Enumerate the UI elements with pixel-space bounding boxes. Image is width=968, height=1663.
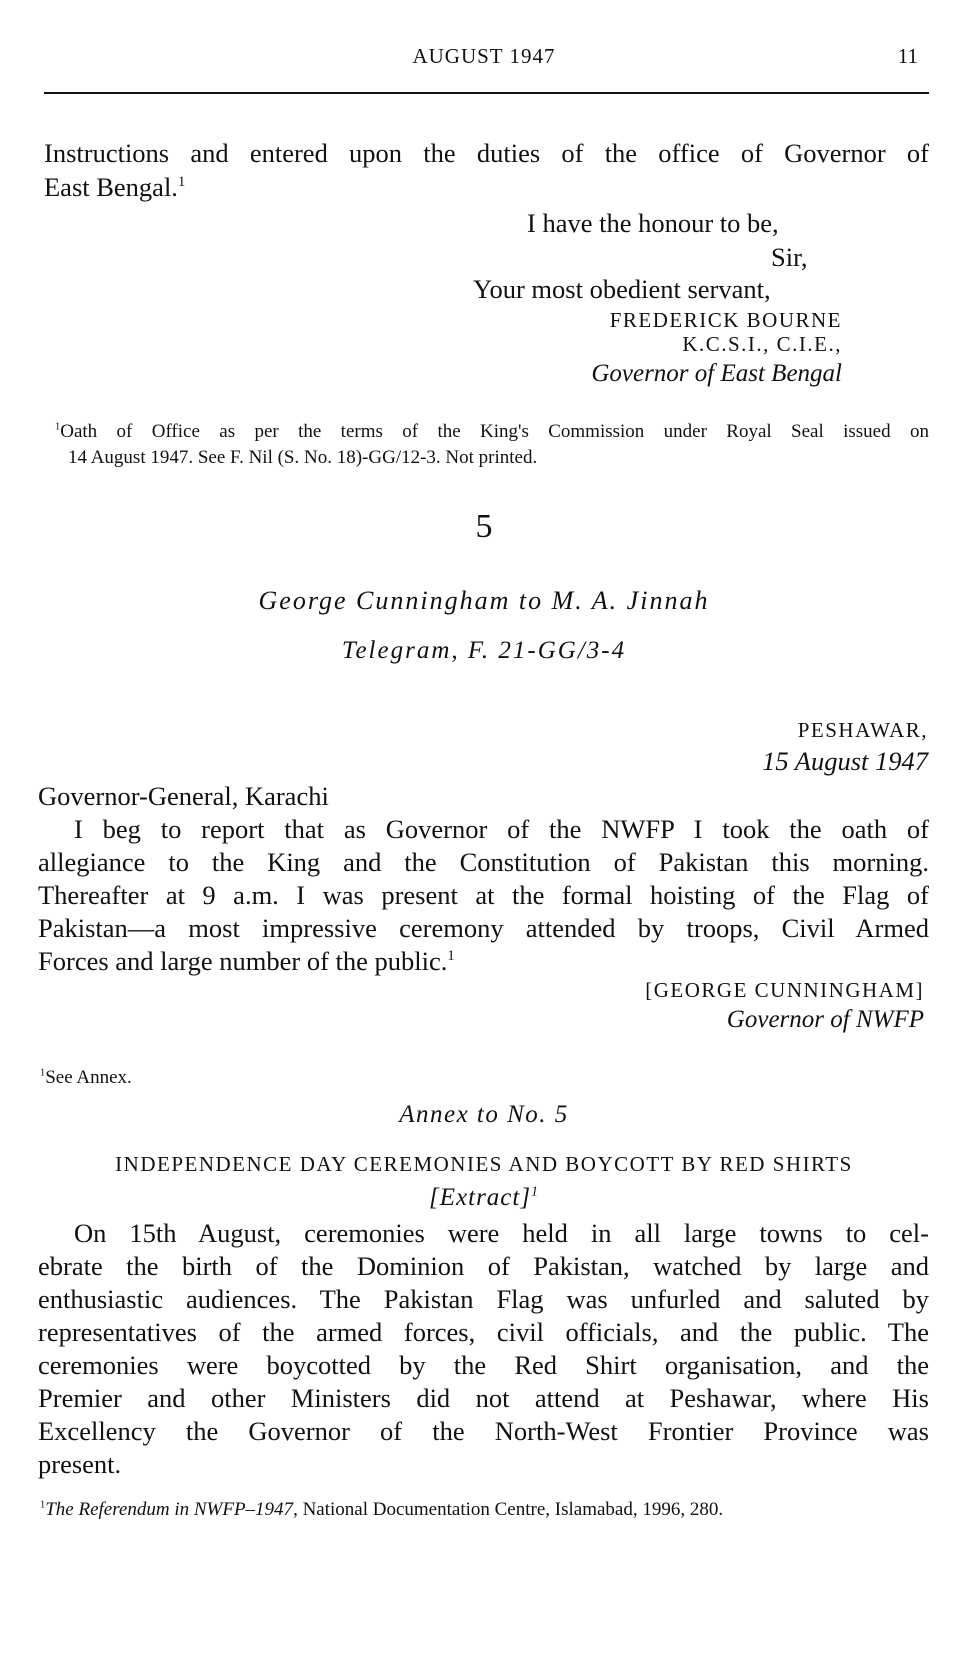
annex-extract-text: [Extract] [429,1184,532,1211]
footnote-mark: 1 [55,421,61,433]
addressee: Governor-General, Karachi [38,781,329,811]
signatory-honours: K.C.S.I., C.I.E., [682,332,842,356]
document-number: 5 [475,508,493,545]
telegram-line-1: I beg to report that as Governor of the NWFP I took the oath of [74,814,929,844]
telegram-line-2: allegiance to the King and the Constitution of Pakistan this morning. [38,847,929,877]
footnote-1-line1 [55,418,929,446]
footnote-1-text: Oath of Office as per the terms of the King's Commission under Royal Seal issued on [60,421,929,442]
annex-line-8: present. [38,1449,122,1479]
annex-title: Annex to No. 5 [399,1101,569,1128]
closing-sir: Sir, [771,242,808,272]
footnote-ref: 1 [177,174,186,191]
annex-line-7: Excellency the Governor of the North-West Frontier Province was [38,1416,929,1446]
telegram-line-4: Pakistan—a most impressive ceremony attended by troops, Civil Armed [38,913,929,943]
footnote-3-title: The Referendum in NWFP–1947 [45,1499,294,1520]
footnote-2 [40,1064,132,1092]
annex-line-5: ceremonies were boycotted by the Red Shirt organisation, and the [38,1350,929,1380]
running-header: AUGUST 1947 [412,44,556,68]
annex-line-4: representatives of the armed forces, civil officials, and the public. The [38,1317,929,1347]
signatory-position: Governor of East Bengal [591,360,842,387]
footnote-ref: 1 [531,1183,539,1199]
document-title: George Cunningham to M. A. Jinnah [258,586,710,615]
letter1-line2 [44,170,185,204]
footnote-mark: 1 [40,1067,46,1079]
telegram-signatory: [GEORGE CUNNINGHAM] [645,978,924,1002]
annex-line-1: On 15th August, ceremonies were held in all large towns to cel- [74,1218,929,1248]
closing-servant: Your most obedient servant, [473,274,771,304]
annex-heading: INDEPENDENCE DAY CEREMONIES AND BOYCOTT BY RED SHIRTS [115,1152,853,1176]
page-number: 11 [897,44,918,68]
letter1-line2-text: East Bengal. [44,172,178,202]
telegram-line-3: Thereafter at 9 a.m. I was present at the formal hoisting of the Flag of [38,880,929,910]
footnote-mark: 1 [40,1499,46,1511]
telegram-line-5 [38,944,455,978]
annex-line-2: ebrate the birth of the Dominion of Pakistan, watched by large and [38,1251,929,1281]
footnote-2-text: See Annex. [45,1067,132,1088]
letter1-line1: Instructions and entered upon the duties of the office of Governor of [44,138,929,168]
telegram-line-5-text: Forces and large number of the public. [38,946,448,976]
document-subtitle: Telegram, F. 21-GG/3-4 [341,637,627,664]
footnote-3-rest: , National Documentation Centre, Islamabad, 1996, 280. [293,1499,724,1520]
footnote-ref: 1 [447,948,455,965]
footnote-1-line2: 14 August 1947. See F. Nil (S. No. 18)-GG/12-3. Not printed. [68,447,538,468]
place-line: PESHAWAR, [797,718,928,742]
date-line: 15 August 1947 [762,746,928,776]
header-rule [44,92,929,94]
annex-extract [0,1184,968,1212]
closing-honour: I have the honour to be, [527,208,779,238]
footnote-3 [40,1496,723,1524]
annex-line-3: enthusiastic audiences. The Pakistan Flag was unfurled and saluted by [38,1284,929,1314]
signatory-name: FREDERICK BOURNE [609,308,842,332]
annex-line-6: Premier and other Ministers did not attend at Peshawar, where His [38,1383,929,1413]
telegram-signatory-position: Governor of NWFP [726,1006,924,1033]
